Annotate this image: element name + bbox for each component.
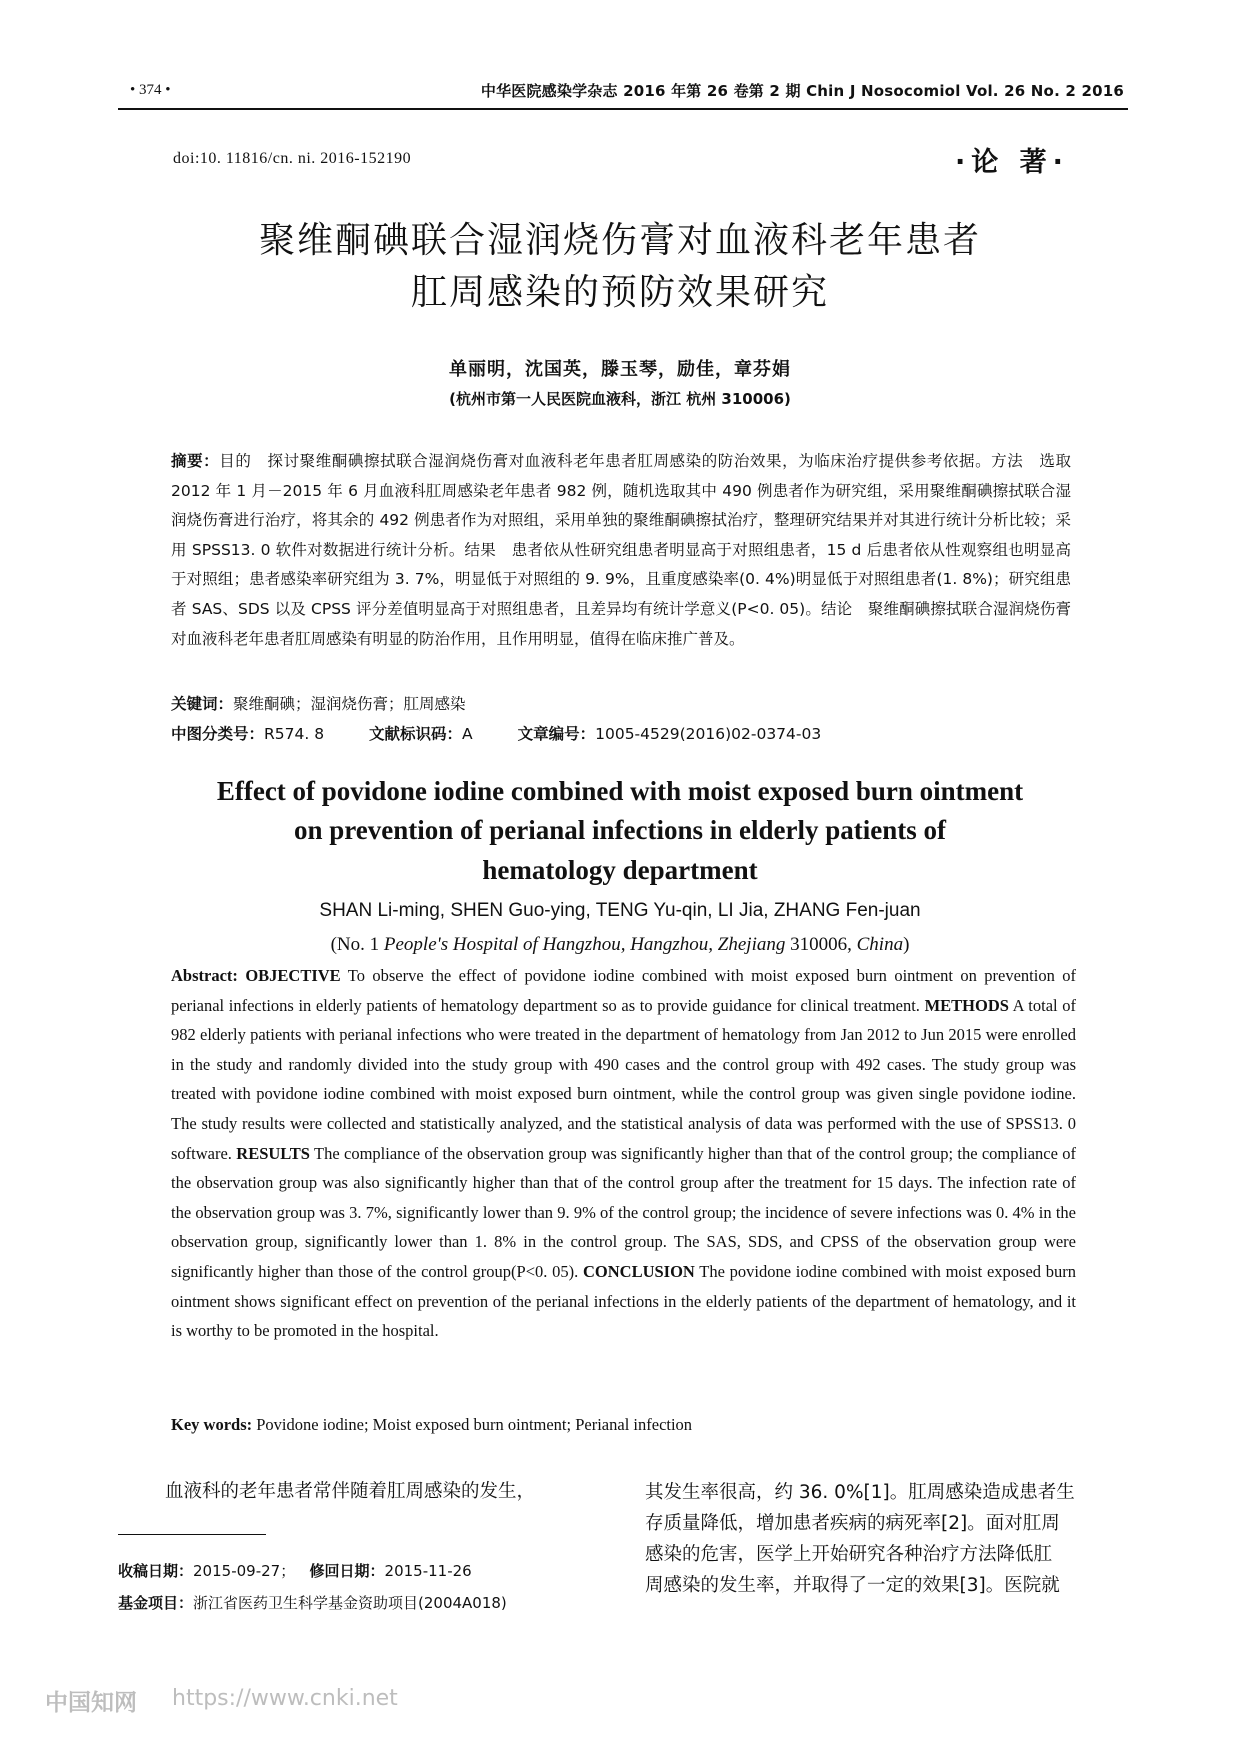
- revised-date: 2015-11-26: [384, 1562, 472, 1580]
- en-affil-tail: 310006,: [785, 934, 857, 955]
- zh-authors: 单丽明，沈国英，滕玉琴，励佳，章芬娟: [449, 359, 791, 380]
- conclusion-text: The povidone iodine combined with moist exposed burn ointment shows significant effect on prevention of the perianal infections in the elderly patients of the department of hematology, and it is worthy to be promoted in the hospital.: [171, 1261, 1077, 1341]
- article-no-label: 文章编号：: [517, 725, 596, 743]
- results-text: The compliance of the observation group was significantly higher than that of the control group; the compliance of the observation group was also significantly higher than that of the control group after the treatment for 15 days. The infection rate of the observation group was 3. 7%, significantly lower than 9. 9% of the control group; the incidence of severe infections was 0. 4% in the observation group, significantly lower than 1. 8% in the control group. The SAS, SDS, and CPSS of the observation group were significantly higher than those of the control group(P<0. 05).: [171, 1143, 1076, 1281]
- en-title-line-2: on prevention of perianal infections in elderly patients of: [294, 815, 946, 845]
- zh-abstract-label: 摘要：: [171, 452, 220, 470]
- article-no-value: 1005-4529(2016)02-0374-03: [595, 725, 822, 743]
- en-abstract-label: Abstract:: [171, 966, 238, 985]
- footnote-fund: [118, 1592, 507, 1613]
- doc-code-label: 文献标识码：: [369, 725, 463, 743]
- running-header: [118, 68, 1128, 110]
- en-keywords: [171, 1415, 692, 1435]
- zh-keywords-text: 聚维酮碘；湿润烧伤膏；肛周感染: [233, 695, 466, 713]
- body-right-line-4: 周感染的发生率，并取得了一定的效果[3]。医院就: [645, 1575, 1060, 1596]
- clc-value: R574. 8: [264, 725, 325, 743]
- en-affiliation: [0, 934, 1240, 956]
- doi: doi:10. 11816/cn. ni. 2016-152190: [173, 150, 412, 167]
- en-title-line-1: Effect of povidone iodine combined with moist exposed burn ointment: [216, 776, 1024, 806]
- en-keywords-text: Povidone iodine; Moist exposed burn ointment; Perianal infection: [256, 1415, 693, 1434]
- zh-abstract-text: 目的 探讨聚维酮碘擦拭联合湿润烧伤膏对血液科老年患者肛周感染的防治效果，为临床治疗提供参考依据。方法 选取 2012 年 1 月－2015 年 6 月血液科肛周感染老年患者 982 例，随机选取其中 490 例患者作为研究组，采用聚维酮碘擦拭联合湿润烧伤膏进行治疗，将其余的 492 例患者作为对照组，采用单独的聚维酮碘擦拭治疗，整理研究结果并对其进行统计分析比较；采用 SPSS13. 0 软件对数据进行统计分析。结果 患者依从性研究组患者明显高于对照组患者，15 d 后患者依从性观察组也明显高于对照组；患者感染率研究组为 3. 7%，明显低于对照组的 9. 9%，且重度感染率(0. 4%)明显低于对照组患者(1. 8%)；研究组患者 SAS、SDS 以及 CPSS 评分差值明显高于对照组患者，且差异均有统计学意义(P<0. 05)。结论 聚维酮碘擦拭联合湿润烧伤膏对血液科老年患者肛周感染有明显的防治作用，且作用明显，值得在临床推广普及。: [171, 452, 1071, 648]
- body-left-line: 血液科的老年患者常伴随着肛周感染的发生，: [165, 1481, 536, 1502]
- journal-citation: 中华医院感染学杂志 2016 年第 26 卷第 2 期 Chin J Nosocomiol Vol. 26 No. 2 2016: [480, 82, 1124, 100]
- doc-code-value: A: [462, 725, 473, 743]
- zh-affiliation: (杭州市第一人民医院血液科，浙江 杭州 310006): [449, 390, 791, 408]
- methods-label: METHODS: [924, 995, 1009, 1015]
- en-affil-open: (No. 1: [330, 934, 384, 955]
- en-authors: SHAN Li-ming, SHEN Guo-ying, TENG Yu-qin, LI Jia, ZHANG Fen-juan: [319, 900, 921, 921]
- received-date: 2015-09-27；: [193, 1562, 296, 1580]
- revised-label: 修回日期：: [309, 1562, 385, 1580]
- received-label: 收稿日期：: [118, 1562, 194, 1580]
- body-right-line-2: 存质量降低，增加患者疾病的病死率[2]。面对肛周: [645, 1513, 1060, 1534]
- zh-title-line-1: 聚维酮碘联合湿润烧伤膏对血液科老年患者: [258, 220, 981, 261]
- fund-text: 浙江省医药卫生科学基金资助项目(2004A018): [193, 1594, 507, 1612]
- objective-text: To observe the effect of povidone iodine combined with moist exposed burn ointment on prevention of perianal infections in elderly patients of hematology department so as to provide guidance for clinical treatment.: [171, 966, 1076, 1015]
- zh-keywords-label: 关键词：: [171, 695, 234, 713]
- zh-abstract: [171, 447, 1071, 654]
- zh-keywords: [171, 692, 466, 714]
- en-abstract: [171, 961, 1076, 1346]
- body-right-line-3: 感染的危害，医学上开始研究各种治疗方法降低肛: [645, 1544, 1053, 1565]
- page-number: • 374 •: [130, 82, 171, 98]
- results-label: RESULTS: [236, 1143, 310, 1163]
- en-title-line-3: hematology department: [482, 855, 758, 885]
- methods-text: A total of 982 elderly patients with perianal infections who were treated in the department of hematology from Jan 2012 to Jun 2015 were enrolled in the study and randomly divided into the study group with 490 cases and the control group with 492 cases. The study group was treated with povidone iodine combined with moist exposed burn ointment, while the control group was given single povidone iodine. The study results were collected and statistically analyzed, and the statistical analysis of data was performed with the use of SPSS13. 0 software.: [171, 995, 1077, 1163]
- en-affil-close: ): [903, 934, 910, 955]
- footnote-rule: [118, 1534, 266, 1535]
- body-right-column: [645, 1477, 1125, 1601]
- en-affil-country: China: [856, 934, 904, 955]
- cnki-watermark-brand: 中国知网: [45, 1690, 137, 1716]
- en-affil-italic: People's Hospital of Hangzhou, Hangzhou, Zhejiang: [383, 934, 786, 955]
- section-label: ·论 著·: [955, 147, 1069, 178]
- zh-title-line-2: 肛周感染的预防效果研究: [410, 272, 829, 313]
- body-right-line-1: 其发生率很高，约 36. 0%[1]。肛周感染造成患者生: [645, 1482, 1075, 1503]
- en-keywords-label: Key words:: [171, 1415, 253, 1434]
- fund-label: 基金项目：: [118, 1594, 194, 1612]
- cnki-watermark-url: https://www.cnki.net: [172, 1686, 398, 1711]
- objective-label: OBJECTIVE: [245, 966, 341, 985]
- conclusion-label: CONCLUSION: [582, 1261, 695, 1281]
- zh-classification: [171, 722, 821, 744]
- clc-label: 中图分类号：: [171, 725, 265, 743]
- footnote-dates: [118, 1560, 472, 1581]
